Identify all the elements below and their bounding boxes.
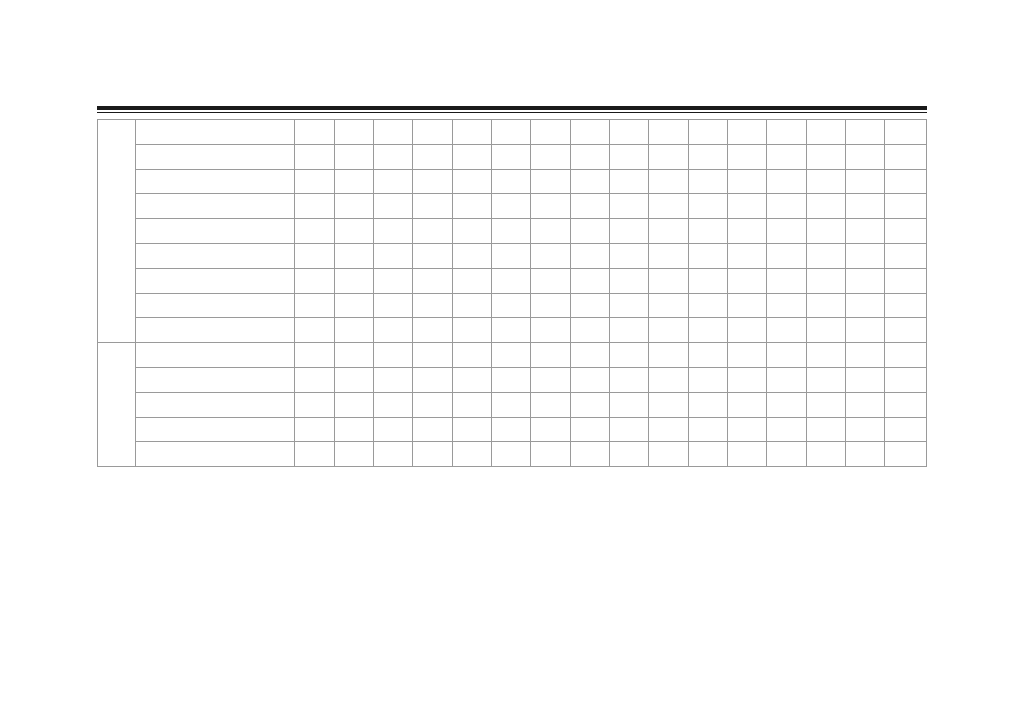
- relevance-cell: [610, 442, 649, 467]
- relevance-cell: [610, 243, 649, 268]
- relevance-cell: [531, 268, 570, 293]
- relevance-cell: [570, 417, 609, 442]
- relevance-cell: [334, 392, 373, 417]
- relevance-cell: [413, 442, 452, 467]
- relevance-cell: [334, 318, 373, 343]
- relevance-cell: [806, 318, 845, 343]
- relevance-cell: [373, 442, 412, 467]
- relevance-cell: [806, 367, 845, 392]
- relevance-cell: [491, 293, 530, 318]
- relevance-cell: [846, 169, 885, 194]
- course-name: [135, 392, 295, 417]
- relevance-cell: [728, 367, 767, 392]
- relevance-cell: [373, 417, 412, 442]
- relevance-cell: [688, 219, 727, 244]
- table-row: [98, 367, 927, 392]
- relevance-cell: [846, 194, 885, 219]
- relevance-cell: [452, 169, 491, 194]
- table-row: [98, 293, 927, 318]
- relevance-cell: [373, 194, 412, 219]
- relevance-cell: [570, 219, 609, 244]
- table-row: [98, 268, 927, 293]
- relevance-cell: [846, 367, 885, 392]
- relevance-cell: [373, 219, 412, 244]
- relevance-cell: [491, 194, 530, 219]
- relevance-cell: [610, 219, 649, 244]
- relevance-cell: [491, 268, 530, 293]
- relevance-cell: [806, 417, 845, 442]
- relevance-cell: [728, 120, 767, 145]
- relevance-cell: [295, 392, 334, 417]
- relevance-cell: [373, 268, 412, 293]
- relevance-cell: [767, 169, 806, 194]
- relevance-cell: [295, 194, 334, 219]
- relevance-cell: [334, 144, 373, 169]
- relevance-cell: [885, 293, 927, 318]
- relevance-cell: [767, 120, 806, 145]
- table-row: [98, 219, 927, 244]
- relevance-cell: [688, 293, 727, 318]
- relevance-cell: [846, 268, 885, 293]
- relevance-cell: [295, 243, 334, 268]
- course-name: [135, 442, 295, 467]
- relevance-cell: [334, 367, 373, 392]
- relevance-cell: [885, 120, 927, 145]
- relevance-cell: [452, 144, 491, 169]
- relevance-cell: [334, 243, 373, 268]
- relevance-cell: [531, 318, 570, 343]
- course-requirement-matrix: [97, 119, 927, 467]
- relevance-cell: [413, 268, 452, 293]
- relevance-cell: [767, 367, 806, 392]
- relevance-cell: [767, 144, 806, 169]
- relevance-cell: [610, 343, 649, 368]
- course-name: [135, 243, 295, 268]
- relevance-cell: [491, 219, 530, 244]
- relevance-cell: [570, 268, 609, 293]
- relevance-cell: [649, 442, 688, 467]
- relevance-cell: [649, 120, 688, 145]
- relevance-cell: [767, 343, 806, 368]
- relevance-cell: [688, 120, 727, 145]
- relevance-cell: [806, 144, 845, 169]
- relevance-cell: [334, 293, 373, 318]
- relevance-cell: [649, 144, 688, 169]
- relevance-cell: [649, 318, 688, 343]
- relevance-cell: [649, 169, 688, 194]
- relevance-cell: [885, 243, 927, 268]
- relevance-cell: [295, 120, 334, 145]
- relevance-cell: [531, 442, 570, 467]
- header-rule-thin: [97, 112, 927, 113]
- relevance-cell: [846, 343, 885, 368]
- relevance-cell: [885, 144, 927, 169]
- relevance-cell: [413, 417, 452, 442]
- relevance-cell: [452, 343, 491, 368]
- relevance-cell: [452, 417, 491, 442]
- relevance-cell: [885, 417, 927, 442]
- relevance-cell: [885, 169, 927, 194]
- course-name: [135, 169, 295, 194]
- relevance-cell: [728, 169, 767, 194]
- relevance-cell: [531, 144, 570, 169]
- relevance-cell: [373, 243, 412, 268]
- relevance-cell: [885, 367, 927, 392]
- course-name: [135, 120, 295, 145]
- course-name: [135, 268, 295, 293]
- relevance-cell: [610, 169, 649, 194]
- relevance-cell: [570, 318, 609, 343]
- relevance-cell: [570, 293, 609, 318]
- relevance-cell: [728, 194, 767, 219]
- relevance-cell: [373, 293, 412, 318]
- relevance-cell: [728, 144, 767, 169]
- relevance-cell: [452, 194, 491, 219]
- relevance-cell: [610, 144, 649, 169]
- relevance-cell: [610, 120, 649, 145]
- relevance-cell: [767, 243, 806, 268]
- relevance-cell: [570, 442, 609, 467]
- relevance-cell: [767, 442, 806, 467]
- header-rule-thick: [97, 106, 927, 110]
- course-name: [135, 318, 295, 343]
- relevance-cell: [806, 293, 845, 318]
- relevance-cell: [295, 268, 334, 293]
- table-row: [98, 442, 927, 467]
- relevance-cell: [452, 268, 491, 293]
- table-row: [98, 144, 927, 169]
- relevance-cell: [413, 392, 452, 417]
- relevance-cell: [806, 243, 845, 268]
- relevance-cell: [846, 442, 885, 467]
- table-row: [98, 169, 927, 194]
- relevance-cell: [610, 194, 649, 219]
- relevance-cell: [885, 343, 927, 368]
- relevance-cell: [728, 243, 767, 268]
- category-cell: [98, 120, 136, 343]
- relevance-cell: [767, 194, 806, 219]
- relevance-cell: [373, 392, 412, 417]
- relevance-cell: [295, 343, 334, 368]
- relevance-cell: [373, 120, 412, 145]
- table-row: [98, 343, 927, 368]
- relevance-cell: [570, 169, 609, 194]
- relevance-cell: [649, 392, 688, 417]
- relevance-cell: [885, 268, 927, 293]
- relevance-cell: [570, 144, 609, 169]
- relevance-cell: [452, 293, 491, 318]
- relevance-cell: [413, 120, 452, 145]
- relevance-cell: [334, 343, 373, 368]
- relevance-cell: [688, 194, 727, 219]
- relevance-cell: [295, 144, 334, 169]
- relevance-cell: [610, 318, 649, 343]
- relevance-cell: [413, 367, 452, 392]
- relevance-cell: [373, 343, 412, 368]
- relevance-cell: [295, 219, 334, 244]
- relevance-cell: [649, 219, 688, 244]
- table-row: [98, 194, 927, 219]
- relevance-cell: [531, 293, 570, 318]
- relevance-cell: [531, 417, 570, 442]
- table-row: [98, 392, 927, 417]
- relevance-cell: [531, 343, 570, 368]
- relevance-cell: [491, 243, 530, 268]
- table-row: [98, 318, 927, 343]
- relevance-cell: [846, 392, 885, 417]
- relevance-cell: [728, 442, 767, 467]
- relevance-cell: [728, 219, 767, 244]
- relevance-cell: [570, 343, 609, 368]
- relevance-cell: [846, 293, 885, 318]
- relevance-cell: [688, 343, 727, 368]
- course-name: [135, 194, 295, 219]
- table-row: [98, 243, 927, 268]
- relevance-cell: [413, 144, 452, 169]
- relevance-cell: [452, 243, 491, 268]
- relevance-cell: [846, 417, 885, 442]
- relevance-cell: [491, 367, 530, 392]
- relevance-cell: [295, 293, 334, 318]
- relevance-cell: [373, 169, 412, 194]
- relevance-cell: [295, 318, 334, 343]
- relevance-cell: [767, 268, 806, 293]
- relevance-cell: [334, 417, 373, 442]
- relevance-cell: [649, 194, 688, 219]
- relevance-cell: [373, 367, 412, 392]
- relevance-cell: [531, 194, 570, 219]
- relevance-cell: [688, 318, 727, 343]
- relevance-cell: [688, 417, 727, 442]
- relevance-cell: [649, 343, 688, 368]
- table-row: [98, 417, 927, 442]
- relevance-cell: [885, 194, 927, 219]
- relevance-cell: [334, 442, 373, 467]
- table-row: [98, 120, 927, 145]
- relevance-cell: [295, 367, 334, 392]
- relevance-cell: [491, 144, 530, 169]
- relevance-cell: [531, 243, 570, 268]
- relevance-cell: [728, 343, 767, 368]
- relevance-cell: [295, 442, 334, 467]
- relevance-cell: [767, 293, 806, 318]
- relevance-cell: [452, 367, 491, 392]
- relevance-cell: [728, 268, 767, 293]
- relevance-cell: [767, 318, 806, 343]
- relevance-cell: [649, 417, 688, 442]
- relevance-cell: [610, 367, 649, 392]
- relevance-cell: [885, 318, 927, 343]
- relevance-cell: [491, 120, 530, 145]
- relevance-cell: [728, 293, 767, 318]
- relevance-cell: [688, 367, 727, 392]
- relevance-cell: [688, 268, 727, 293]
- relevance-cell: [570, 120, 609, 145]
- relevance-cell: [491, 343, 530, 368]
- relevance-cell: [413, 318, 452, 343]
- relevance-cell: [373, 144, 412, 169]
- relevance-cell: [334, 219, 373, 244]
- relevance-cell: [570, 243, 609, 268]
- relevance-cell: [688, 442, 727, 467]
- relevance-cell: [413, 194, 452, 219]
- relevance-cell: [334, 120, 373, 145]
- relevance-cell: [649, 243, 688, 268]
- relevance-cell: [570, 367, 609, 392]
- relevance-cell: [334, 268, 373, 293]
- relevance-cell: [610, 268, 649, 293]
- relevance-cell: [570, 392, 609, 417]
- relevance-cell: [452, 442, 491, 467]
- relevance-cell: [649, 268, 688, 293]
- relevance-cell: [806, 120, 845, 145]
- relevance-cell: [413, 293, 452, 318]
- relevance-cell: [491, 417, 530, 442]
- relevance-cell: [452, 318, 491, 343]
- relevance-cell: [413, 169, 452, 194]
- category-cell: [98, 343, 136, 467]
- relevance-cell: [295, 169, 334, 194]
- relevance-cell: [334, 194, 373, 219]
- relevance-cell: [688, 243, 727, 268]
- relevance-cell: [452, 120, 491, 145]
- relevance-cell: [806, 343, 845, 368]
- relevance-cell: [295, 417, 334, 442]
- course-name: [135, 343, 295, 368]
- relevance-cell: [649, 367, 688, 392]
- relevance-cell: [334, 169, 373, 194]
- relevance-cell: [491, 442, 530, 467]
- relevance-cell: [885, 219, 927, 244]
- relevance-cell: [373, 318, 412, 343]
- relevance-cell: [806, 392, 845, 417]
- relevance-cell: [688, 392, 727, 417]
- relevance-cell: [846, 120, 885, 145]
- relevance-cell: [767, 417, 806, 442]
- relevance-cell: [531, 169, 570, 194]
- relevance-cell: [806, 268, 845, 293]
- course-name: [135, 293, 295, 318]
- relevance-cell: [452, 392, 491, 417]
- relevance-cell: [452, 219, 491, 244]
- course-name: [135, 367, 295, 392]
- relevance-cell: [806, 219, 845, 244]
- relevance-cell: [728, 318, 767, 343]
- relevance-cell: [846, 243, 885, 268]
- relevance-cell: [688, 169, 727, 194]
- relevance-cell: [413, 343, 452, 368]
- relevance-cell: [413, 219, 452, 244]
- relevance-cell: [885, 392, 927, 417]
- relevance-cell: [610, 293, 649, 318]
- relevance-cell: [728, 392, 767, 417]
- relevance-cell: [885, 442, 927, 467]
- relevance-cell: [846, 144, 885, 169]
- relevance-cell: [531, 392, 570, 417]
- relevance-cell: [531, 219, 570, 244]
- relevance-cell: [531, 367, 570, 392]
- relevance-cell: [767, 219, 806, 244]
- relevance-cell: [649, 293, 688, 318]
- course-name: [135, 417, 295, 442]
- relevance-cell: [531, 120, 570, 145]
- relevance-cell: [806, 194, 845, 219]
- relevance-cell: [491, 169, 530, 194]
- relevance-cell: [767, 392, 806, 417]
- relevance-cell: [688, 144, 727, 169]
- relevance-cell: [610, 392, 649, 417]
- relevance-cell: [846, 219, 885, 244]
- course-name: [135, 219, 295, 244]
- relevance-cell: [806, 442, 845, 467]
- relevance-cell: [728, 417, 767, 442]
- relevance-cell: [846, 318, 885, 343]
- relevance-cell: [413, 243, 452, 268]
- relevance-cell: [610, 417, 649, 442]
- relevance-cell: [491, 318, 530, 343]
- relevance-cell: [570, 194, 609, 219]
- relevance-cell: [491, 392, 530, 417]
- course-name: [135, 144, 295, 169]
- relevance-cell: [806, 169, 845, 194]
